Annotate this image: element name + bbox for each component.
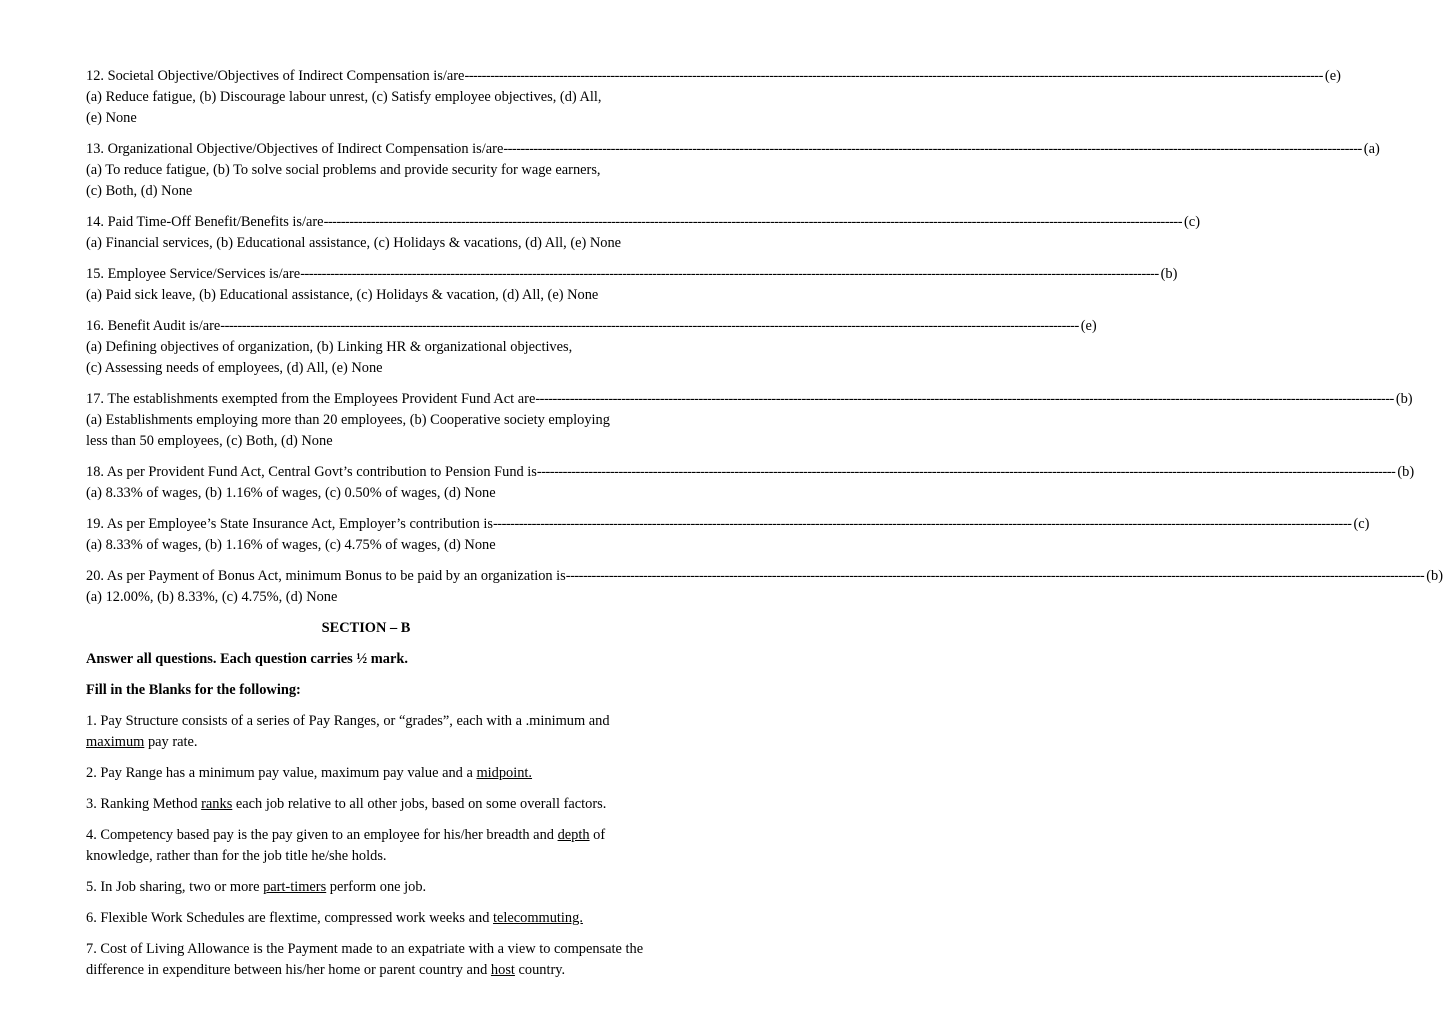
question-options-line: (a) Financial services, (b) Educational assistance, (c) Holidays & vacations, (d) All, (e) None xyxy=(86,235,622,251)
section-a-questions xyxy=(86,66,1443,608)
fill-blank-answer: depth xyxy=(557,827,590,843)
fill-blank-item xyxy=(86,711,646,753)
fill-blank-text-before: 6. Flexible Work Schedules are flextime, compressed work weeks and xyxy=(86,910,493,926)
question-options-line: (c) Both, (d) None xyxy=(86,183,193,199)
mcq-question xyxy=(86,212,1200,254)
answer-leader-dashes: -------------------------------------------------------------------------------------------------------------------------------------------------------------------------------------------------------- xyxy=(220,318,1079,334)
fill-blank-text-after: perform one job. xyxy=(326,879,427,895)
fill-blank-text-before: 5. In Job sharing, two or more xyxy=(86,879,264,895)
question-stem: 15. Employee Service/Services is/are xyxy=(86,266,301,282)
fill-blanks-heading: Fill in the Blanks for the following: xyxy=(86,682,301,698)
fill-blank-text-after: country. xyxy=(514,962,566,978)
question-stem: 17. The establishments exempted from the Employees Provident Fund Act are xyxy=(86,391,536,407)
fill-blank-text-before: 3. Ranking Method xyxy=(86,796,202,812)
question-options-line: (a) Paid sick leave, (b) Educational assistance, (c) Holidays & vacation, (d) All, (e) None xyxy=(86,287,599,303)
section-b-title: SECTION – B xyxy=(321,620,411,636)
question-answer: (e) xyxy=(1080,318,1097,334)
question-stem-row xyxy=(86,514,1370,535)
fill-blank-item xyxy=(86,877,646,898)
fill-blank-text-after: of knowledge, rather than for the job title he/she holds. xyxy=(86,827,606,864)
fill-blank-item xyxy=(86,794,646,815)
question-options-line: less than 50 employees, (c) Both, (d) None xyxy=(86,433,333,449)
answer-leader-dashes: -------------------------------------------------------------------------------------------------------------------------------------------------------------------------------------------------------- xyxy=(503,141,1362,157)
fill-blank-item xyxy=(86,763,646,784)
fill-blank-text-before: 1. Pay Structure consists of a series of Pay Ranges, or “grades”, each with a .minimum and xyxy=(86,713,610,729)
fill-blank-answer: ranks xyxy=(201,796,233,812)
question-options-line: (a) To reduce fatigue, (b) To solve social problems and provide security for wage earners, xyxy=(86,162,601,178)
question-options-line: (a) 8.33% of wages, (b) 1.16% of wages, (c) 0.50% of wages, (d) None xyxy=(86,485,496,501)
question-options-line: (a) Establishments employing more than 20 employees, (b) Cooperative society employing xyxy=(86,412,610,428)
question-stem-row xyxy=(86,212,1200,233)
mcq-question xyxy=(86,514,1370,556)
question-answer: (b) xyxy=(1426,568,1443,584)
section-b-instruction: Answer all questions. Each question carries ½ mark. xyxy=(86,651,408,667)
question-stem-row xyxy=(86,389,1413,410)
mcq-question xyxy=(86,566,1443,608)
answer-leader-dashes: -------------------------------------------------------------------------------------------------------------------------------------------------------------------------------------------------------- xyxy=(464,68,1323,84)
question-answer: (b) xyxy=(1397,464,1415,480)
question-stem: 18. As per Provident Fund Act, Central Govt’s contribution to Pension Fund is xyxy=(86,464,537,480)
mcq-question xyxy=(86,389,1413,452)
question-stem: 14. Paid Time-Off Benefit/Benefits is/are xyxy=(86,214,324,230)
fill-blank-text-after: pay rate. xyxy=(144,734,198,750)
fill-blank-answer: maximum xyxy=(86,734,145,750)
fill-blank-answer: host xyxy=(490,962,515,978)
question-options-line: (a) Defining objectives of organization, (b) Linking HR & organizational objectives, xyxy=(86,339,573,355)
question-stem-row xyxy=(86,264,1178,285)
section-b-items xyxy=(86,711,646,981)
question-answer: (b) xyxy=(1160,266,1178,282)
question-stem-row xyxy=(86,139,1380,160)
answer-leader-dashes: -------------------------------------------------------------------------------------------------------------------------------------------------------------------------------------------------------- xyxy=(493,516,1352,532)
question-options-line: (e) None xyxy=(86,110,137,126)
question-answer: (e) xyxy=(1324,68,1341,84)
fill-blank-answer: telecommuting. xyxy=(493,910,583,926)
question-stem-row xyxy=(86,462,1415,483)
question-options-line: (a) Reduce fatigue, (b) Discourage labour unrest, (c) Satisfy employee objectives, (d) All, xyxy=(86,89,602,105)
question-stem: 19. As per Employee’s State Insurance Act, Employer’s contribution is xyxy=(86,516,493,532)
fill-blank-answer: part-timers xyxy=(263,879,327,895)
mcq-question xyxy=(86,316,1097,379)
question-stem-row xyxy=(86,66,1341,87)
question-stem: 16. Benefit Audit is/are xyxy=(86,318,221,334)
fill-blank-text-before: 7. Cost of Living Allowance is the Payment made to an expatriate with a view to compensate the difference in expenditure between his/her home or parent country and xyxy=(86,941,644,978)
answer-leader-dashes: -------------------------------------------------------------------------------------------------------------------------------------------------------------------------------------------------------- xyxy=(323,214,1183,230)
mcq-question xyxy=(86,462,1415,504)
answer-leader-dashes: -------------------------------------------------------------------------------------------------------------------------------------------------------------------------------------------------------- xyxy=(300,266,1159,282)
question-answer: (c) xyxy=(1184,214,1200,230)
fill-blank-text-after: each job relative to all other jobs, based on some overall factors. xyxy=(232,796,607,812)
fill-blank-item xyxy=(86,908,646,929)
question-answer: (b) xyxy=(1395,391,1413,407)
document-page xyxy=(86,66,1443,991)
question-answer: (a) xyxy=(1363,141,1380,157)
question-stem: 13. Organizational Objective/Objectives of Indirect Compensation is/are xyxy=(86,141,504,157)
question-stem: 12. Societal Objective/Objectives of Indirect Compensation is/are xyxy=(86,68,465,84)
question-answer: (c) xyxy=(1353,516,1370,532)
question-stem-row xyxy=(86,566,1443,587)
mcq-question xyxy=(86,264,1178,306)
fill-blank-item xyxy=(86,939,646,981)
question-stem: 20. As per Payment of Bonus Act, minimum Bonus to be paid by an organization is xyxy=(86,568,566,584)
question-options-line: (c) Assessing needs of employees, (d) All, (e) None xyxy=(86,360,383,376)
mcq-question xyxy=(86,66,1341,129)
fill-blank-text-before: 2. Pay Range has a minimum pay value, maximum pay value and a xyxy=(86,765,477,781)
question-stem-row xyxy=(86,316,1097,337)
answer-leader-dashes: -------------------------------------------------------------------------------------------------------------------------------------------------------------------------------------------------------- xyxy=(535,391,1394,407)
mcq-question xyxy=(86,139,1380,202)
question-options-line: (a) 12.00%, (b) 8.33%, (c) 4.75%, (d) None xyxy=(86,589,338,605)
answer-leader-dashes: -------------------------------------------------------------------------------------------------------------------------------------------------------------------------------------------------------- xyxy=(536,464,1396,480)
fill-blank-answer: midpoint. xyxy=(476,765,533,781)
answer-leader-dashes: -------------------------------------------------------------------------------------------------------------------------------------------------------------------------------------------------------- xyxy=(565,568,1425,584)
fill-blank-item xyxy=(86,825,646,867)
fill-blank-text-before: 4. Competency based pay is the pay given to an employee for his/her breadth and xyxy=(86,827,558,843)
question-options-line: (a) 8.33% of wages, (b) 1.16% of wages, (c) 4.75% of wages, (d) None xyxy=(86,537,496,553)
